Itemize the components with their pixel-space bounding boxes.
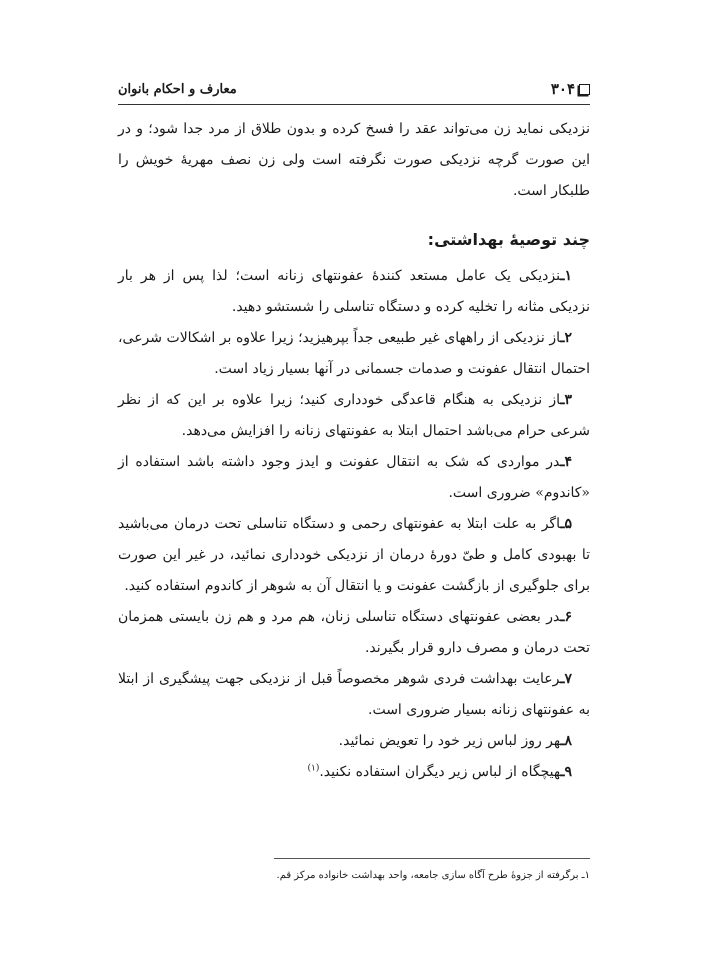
- item-text: هیچگاه از لباس زیر دیگران استفاده نکنید.: [319, 764, 561, 780]
- page-number: ۳۰۴: [550, 80, 575, 98]
- square-bullet-icon: [579, 84, 590, 95]
- recommendation-item: [118, 757, 590, 788]
- footnote-marker: (۱): [307, 763, 320, 774]
- recommendation-item: [118, 447, 590, 509]
- item-number: ۲ـ: [560, 330, 572, 346]
- item-text: از نزدیکی به هنگام قاعدگی خودداری کنید؛ زیرا علاوه بر این که از نظر شرعی حرام می‌باشد احتمال ابتلا به عفونتهای زنانه را افزایش می‌دهد.: [118, 392, 590, 439]
- item-number: ۴ـ: [560, 454, 572, 470]
- item-number: ۹ـ: [560, 764, 572, 780]
- recommendation-item: [118, 323, 590, 385]
- footnote-divider: [274, 858, 590, 859]
- item-text: نزدیکی یک عامل مستعد کنندهٔ عفونتهای زنانه است؛ لذا پس از هر بار نزدیکی مثانه را تخلیه کرده و دستگاه تناسلی را شستشو دهید.: [118, 268, 590, 315]
- recommendation-item: [118, 726, 590, 757]
- book-title: معارف و احکام بانوان: [118, 81, 237, 97]
- item-text: اگر به علت ابتلا به عفونتهای رحمی و دستگاه تناسلی تحت درمان می‌باشید تا بهبودی کامل و طیّ دورهٔ درمان از نزدیکی خودداری نمائید، در غیر این صورت برای جلوگیری از بازگشت عفونت و یا انتقال آن به شوهر از کاندوم استفاده کنید.: [118, 516, 590, 594]
- section-heading: چند توصیهٔ بهداشتی:: [427, 230, 590, 249]
- recommendation-item: [118, 261, 590, 323]
- item-text: در مواردی که شک به انتقال عفونت و ایدز وجود داشته باشد استفاده از «کاندوم» ضروری است.: [118, 454, 590, 501]
- footnote: ۱ـ برگرفته از جزوهٔ طرح آگاه سازی جامعه، واحد بهداشت خانواده مرکز قم.: [276, 870, 590, 881]
- recommendation-item: [118, 602, 590, 664]
- item-number: ۷ـ: [560, 671, 572, 687]
- item-number: ۵ـ: [560, 516, 572, 532]
- page-number-block: [551, 80, 590, 98]
- item-text: از نزدیکی از راههای غیر طبیعی جداً بپرهیزید؛ زیرا علاوه بر اشکالات شرعی، احتمال انتقال عفونت و صدمات جسمانی در آنها بسیار زیاد است.: [118, 330, 590, 377]
- item-text: هر روز لباس زیر خود را تعویض نمائید.: [338, 733, 561, 749]
- running-header: [118, 78, 590, 100]
- item-number: ۱ـ: [560, 268, 572, 284]
- item-number: ۳ـ: [560, 392, 572, 408]
- recommendation-item: [118, 385, 590, 447]
- item-text: رعایت بهداشت فردی شوهر مخصوصاً قبل از نزدیکی جهت پیشگیری از ابتلا به عفونتهای زنانه بسیار ضروری است.: [118, 671, 590, 718]
- recommendation-item: [118, 664, 590, 726]
- header-divider: [118, 104, 590, 105]
- item-text: در بعضی عفونتهای دستگاه تناسلی زنان، هم مرد و هم زن بایستی همزمان تحت درمان و مصرف دارو قرار بگیرند.: [118, 609, 590, 656]
- item-number: ۶ـ: [560, 609, 572, 625]
- intro-paragraph: نزدیکی نماید زن می‌تواند عقد را فسخ کرده و بدون طلاق از مرد جدا شود؛ و در این صورت گرچه نزدیکی صورت نگرفته است ولی زن نصف مهریهٔ خویش را طلبکار است.: [118, 121, 590, 199]
- page-body: [118, 114, 590, 788]
- item-number: ۸ـ: [560, 733, 572, 749]
- recommendation-item: [118, 509, 590, 602]
